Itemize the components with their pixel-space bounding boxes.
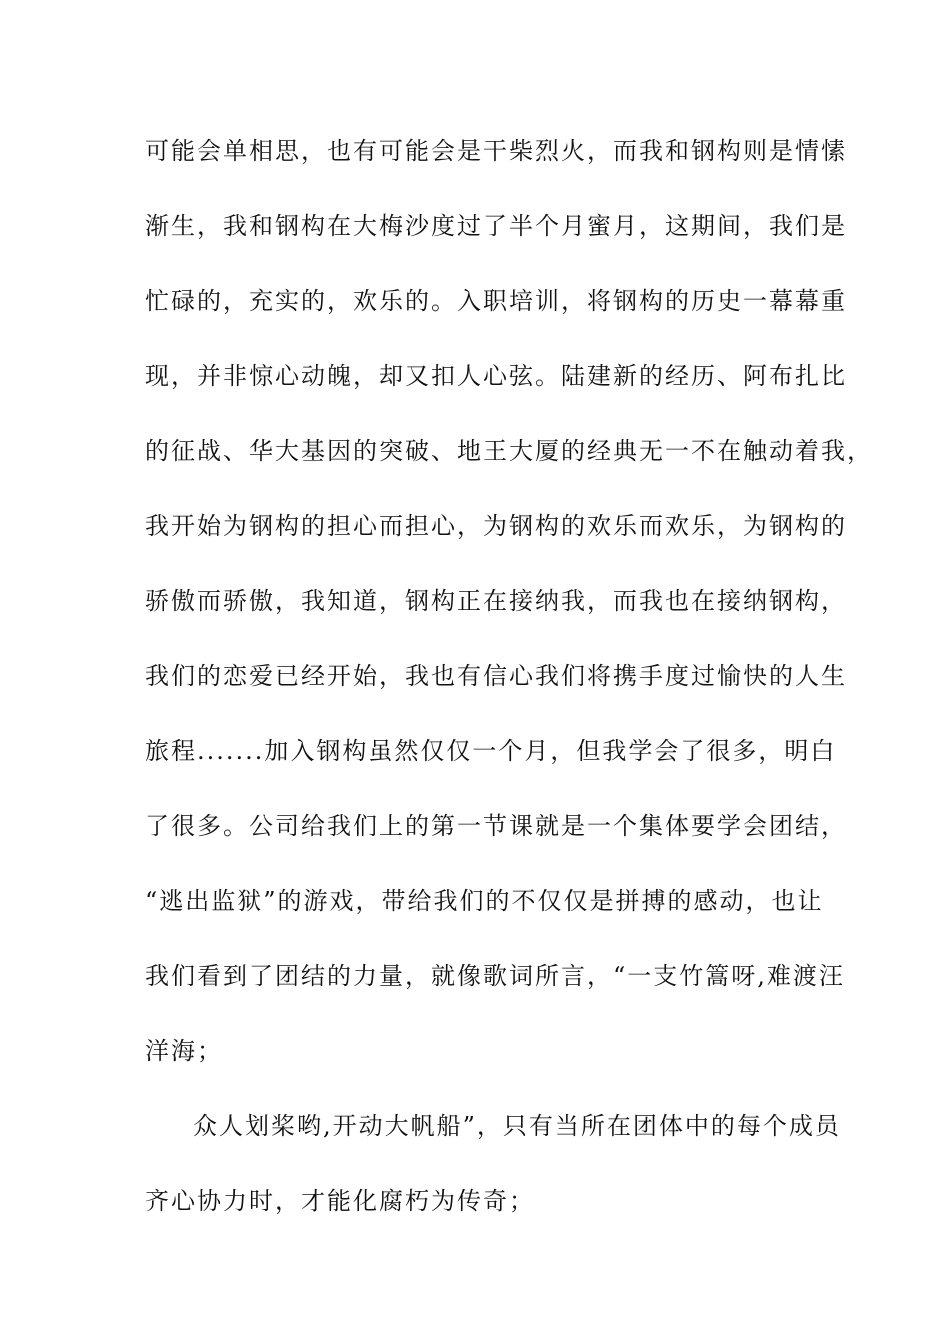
text-line: 我们看到了团结的力量，就像歌词所言，“一支竹篙呀,难渡汪	[145, 962, 845, 990]
text-line: 我们的恋爱已经开始，我也有信心我们将携手度过愉快的人生	[145, 662, 847, 690]
text-line: 了很多。公司给我们上的第一节课就是一个集体要学会团结，	[145, 812, 847, 840]
paragraph-start-line: 众人划桨哟,开动大帆船”，只有当所在团体中的每个成员	[193, 1112, 841, 1140]
text-line: 我开始为钢构的担心而担心，为钢构的欢乐而欢乐，为钢构的	[145, 512, 847, 540]
text-line: 的征战、华大基因的突破、地王大厦的经典无一不在触动着我，	[145, 437, 873, 465]
text-line: 可能会单相思，也有可能会是干柴烈火，而我和钢构则是情愫	[145, 137, 847, 165]
text-line: 洋海；	[145, 1037, 223, 1065]
text-line: 骄傲而骄傲，我知道，钢构正在接纳我，而我也在接纳钢构，	[145, 587, 847, 615]
text-line: 旅程.......加入钢构虽然仅仅一个月，但我学会了很多，明白	[145, 737, 837, 765]
text-line: “逃出监狱”的游戏，带给我们的不仅仅是拼搏的感动，也让	[145, 887, 824, 915]
text-line: 现，并非惊心动魄，却又扣人心弦。陆建新的经历、阿布扎比	[145, 362, 847, 390]
text-line: 齐心协力时，才能化腐朽为传奇；	[145, 1187, 535, 1215]
text-line: 忙碌的，充实的，欢乐的。入职培训，将钢构的历史一幕幕重	[145, 287, 847, 315]
text-line: 渐生，我和钢构在大梅沙度过了半个月蜜月，这期间，我们是	[145, 212, 847, 240]
